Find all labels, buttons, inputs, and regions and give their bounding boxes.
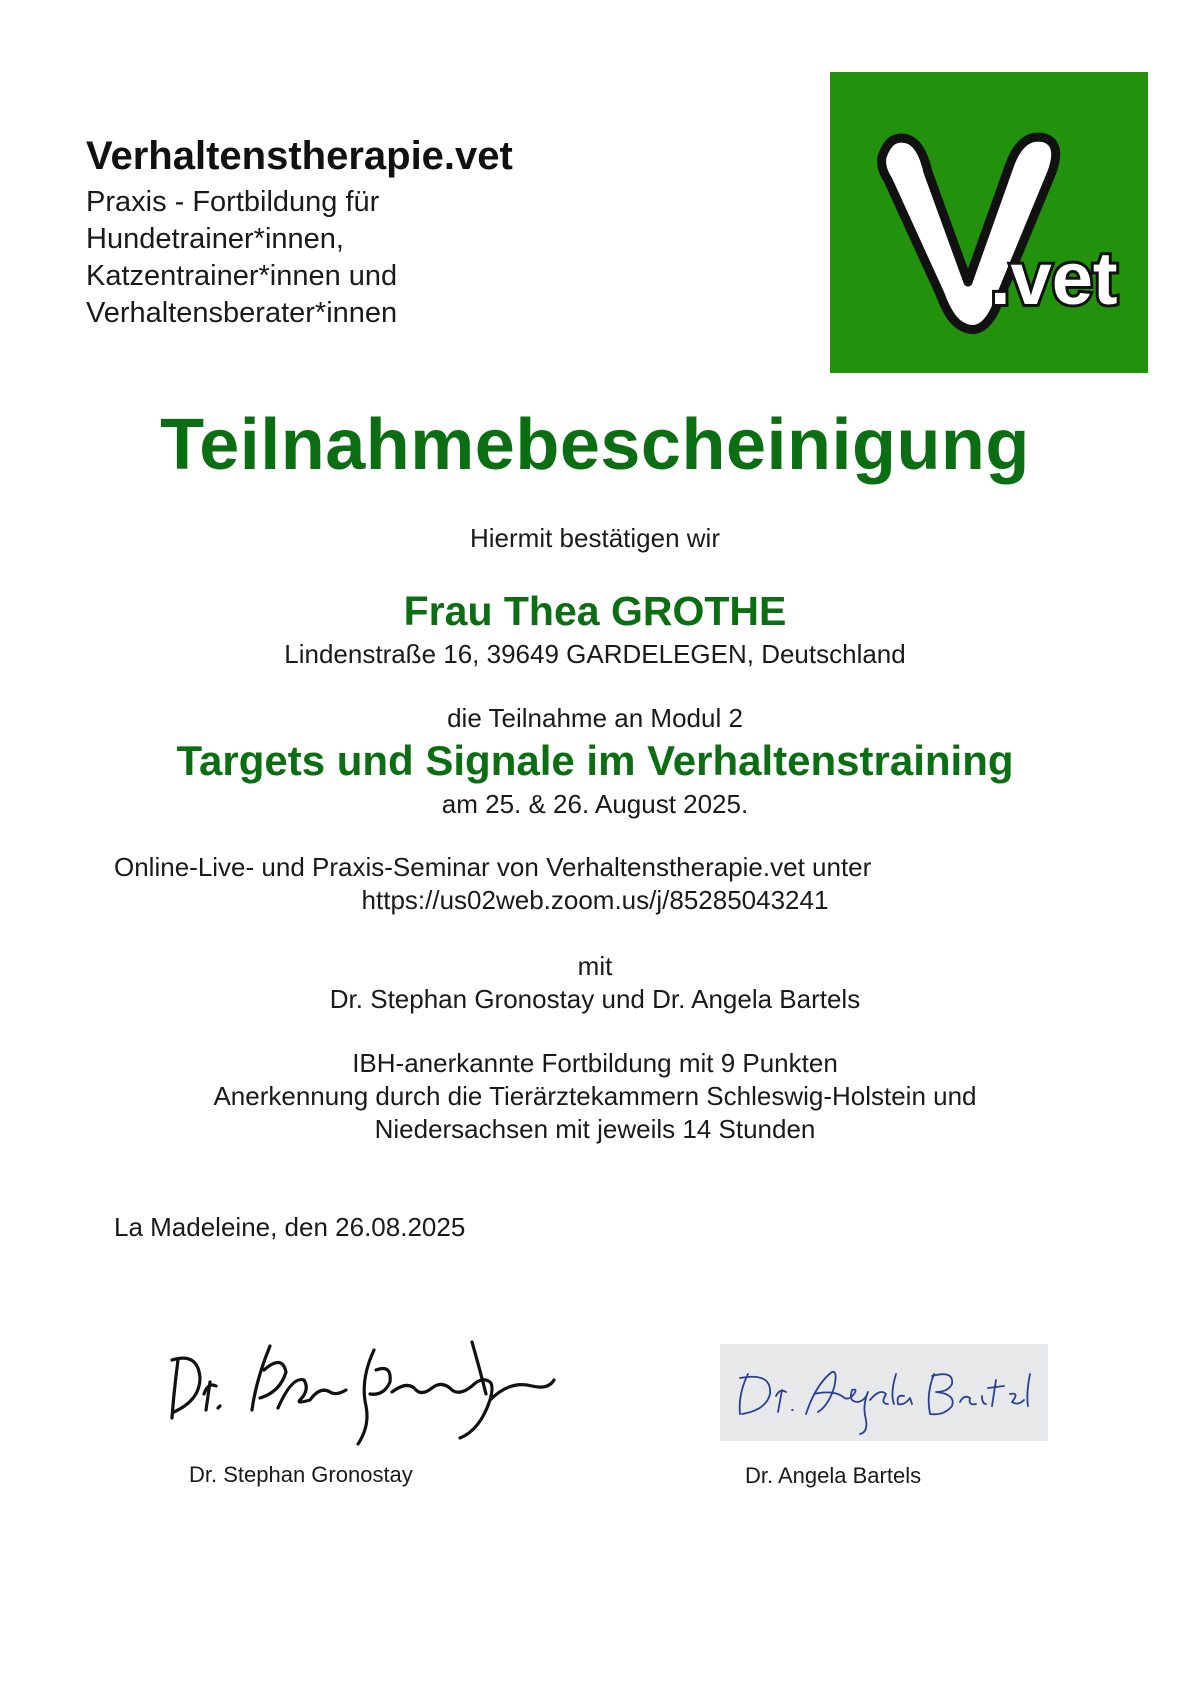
module-date: am 25. & 26. August 2025. [441, 789, 749, 819]
participant-name: Frau Thea GROTHE [403, 588, 787, 634]
accreditation-line: IBH-anerkannte Fortbildung mit 9 Punkten [352, 1048, 838, 1078]
vvet-logo-text: .vet [990, 237, 1118, 320]
signer-name: Dr. Stephan Gronostay [189, 1462, 413, 1487]
tagline-line: Verhaltensberater*innen [86, 297, 398, 329]
tagline-line: Hundetrainer*innen, [86, 223, 344, 255]
organization-name: Verhaltenstherapie.vet [86, 134, 513, 178]
module-intro: die Teilnahme an Modul 2 [447, 703, 743, 733]
with-label: mit [577, 951, 613, 981]
signer-name: Dr. Angela Bartels [745, 1463, 922, 1488]
accreditation-line: Anerkennung durch die Tierärztekammern Schleswig-Holstein und [213, 1081, 977, 1111]
seminar-description: Online-Live- und Praxis-Seminar von Verhaltenstherapie.vet unter [114, 852, 872, 882]
seminar-url: https://us02web.zoom.us/j/85285043241 [361, 885, 829, 915]
instructors: Dr. Stephan Gronostay und Dr. Angela Bartels [329, 984, 861, 1014]
participant-address: Lindenstraße 16, 39649 GARDELEGEN, Deutschland [284, 639, 906, 669]
vvet-logo [830, 72, 1148, 373]
tagline-line: Praxis - Fortbildung für [86, 186, 380, 218]
organization-tagline [86, 184, 397, 332]
signature-gronostay [160, 1320, 570, 1450]
module-title: Targets und Signale im Verhaltenstraining [176, 737, 1014, 784]
signature-bartels [720, 1344, 1048, 1441]
vvet-logo-graphic [830, 72, 1148, 373]
tagline-line: Katzentrainer*innen und [86, 260, 398, 292]
accreditation-line: Niedersachsen mit jeweils 14 Stunden [374, 1114, 816, 1144]
place-and-date: La Madeleine, den 26.08.2025 [114, 1212, 466, 1242]
certificate-title: Teilnahmebescheinigung [160, 405, 1030, 485]
confirmation-lead: Hiermit bestätigen wir [470, 523, 720, 553]
